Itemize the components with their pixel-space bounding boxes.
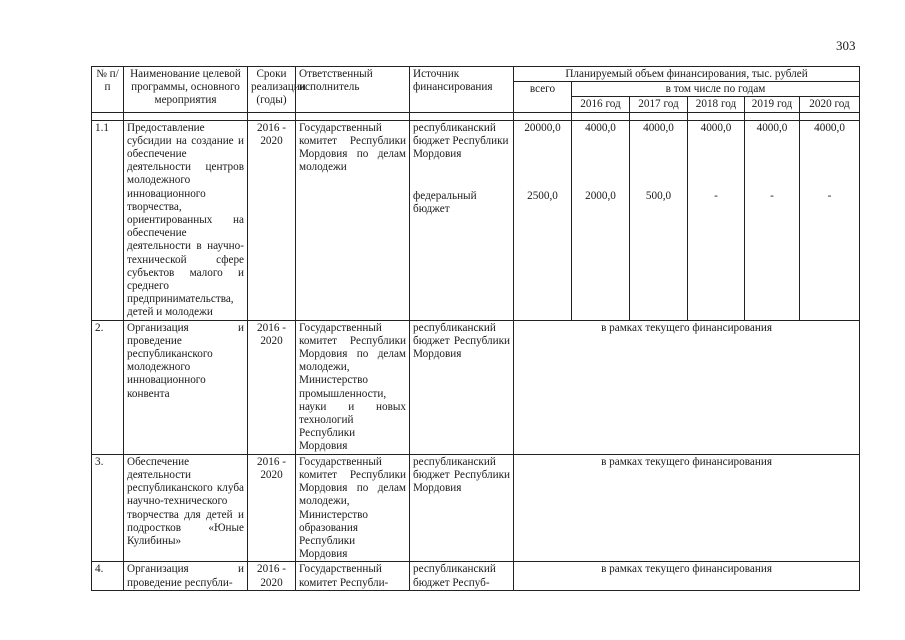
value-total: 20000,0 2500,0 bbox=[514, 120, 572, 320]
table-row bbox=[92, 120, 860, 320]
header-responsible: Ответственный исполнитель bbox=[296, 67, 410, 113]
row-responsible: Государственный комитет Республи- bbox=[296, 562, 410, 590]
row-financing: в рамках текущего финансирования bbox=[514, 562, 860, 590]
header-total: всего bbox=[514, 82, 572, 112]
row-source: республиканский бюджет Республики Мордовия bbox=[410, 320, 514, 454]
header-name: Наименование целевой программы, основного мероприятия bbox=[124, 67, 248, 113]
header-year: 2019 год bbox=[745, 97, 800, 112]
source-federal: федеральный бюджет bbox=[413, 189, 477, 215]
row-no: 2. bbox=[92, 320, 124, 454]
row-responsible: Государственный комитет Республики Мордовия по делам молодежи bbox=[296, 120, 410, 320]
row-term: 2016 - 2020 bbox=[248, 320, 296, 454]
header-by-years: в том числе по годам bbox=[572, 82, 860, 97]
row-source: республиканский бюджет Респуб- bbox=[410, 562, 514, 590]
header-year: 2016 год bbox=[572, 97, 630, 112]
row-financing: в рамках текущего финансирования bbox=[514, 320, 860, 454]
financing-table bbox=[91, 66, 860, 591]
header-term: Сроки реализации (годы) bbox=[248, 67, 296, 113]
row-no: 3. bbox=[92, 454, 124, 562]
table-row bbox=[92, 454, 860, 562]
table-row bbox=[92, 320, 860, 454]
spacer-row bbox=[92, 112, 860, 120]
row-responsible: Государственный комитет Республики Мордовия по делам молодежи, Министерство промышленности, науки и новых технологий Республики Мордовия bbox=[296, 320, 410, 454]
header-year: 2020 год bbox=[800, 97, 860, 112]
source-republican: республиканский бюджет Республики Мордовия bbox=[413, 121, 509, 161]
header-planned: Планируемый объем финансирования, тыс. рублей bbox=[514, 67, 860, 82]
value-2017: 4000,0 500,0 bbox=[630, 120, 688, 320]
row-name: Организация и проведение республиканского молодежного инновационного конвента bbox=[124, 320, 248, 454]
header-row-1 bbox=[92, 67, 860, 82]
value-2019: 4000,0 - bbox=[745, 120, 800, 320]
row-name: Организация и проведение республи- bbox=[124, 562, 248, 590]
header-no: № п/п bbox=[92, 67, 124, 113]
row-term: 2016 - 2020 bbox=[248, 454, 296, 562]
value-2020: 4000,0 - bbox=[800, 120, 860, 320]
value-2016: 4000,0 2000,0 bbox=[572, 120, 630, 320]
row-term: 2016 - 2020 bbox=[248, 562, 296, 590]
row-responsible: Государственный комитет Республики Мордовия по делам молодежи, Министерство образования Республики Мордовия bbox=[296, 454, 410, 562]
value-2018: 4000,0 - bbox=[688, 120, 745, 320]
row-financing: в рамках текущего финансирования bbox=[514, 454, 860, 562]
page-number: 303 bbox=[836, 38, 856, 53]
row-source: республиканский бюджет Республики Мордовия bbox=[410, 454, 514, 562]
row-name: Обеспечение деятельности республиканского клуба научно-технического творчества для детей и подростков «Юные Кулибины» bbox=[124, 454, 248, 562]
row-no: 1.1 bbox=[92, 120, 124, 320]
row-term: 2016 - 2020 bbox=[248, 120, 296, 320]
table-row bbox=[92, 562, 860, 590]
header-year: 2017 год bbox=[630, 97, 688, 112]
row-no: 4. bbox=[92, 562, 124, 590]
row-name: Предоставление субсидии на создание и обеспечение деятельности центров молодежного инновационного творчества, ориентированных на обеспечение деятельности в научно-технической сфере субъектов малого и среднего предпринимательства, детей и молодежи bbox=[124, 120, 248, 320]
header-source: Источник финансирования bbox=[410, 67, 514, 113]
row-source bbox=[410, 120, 514, 320]
header-year: 2018 год bbox=[688, 97, 745, 112]
